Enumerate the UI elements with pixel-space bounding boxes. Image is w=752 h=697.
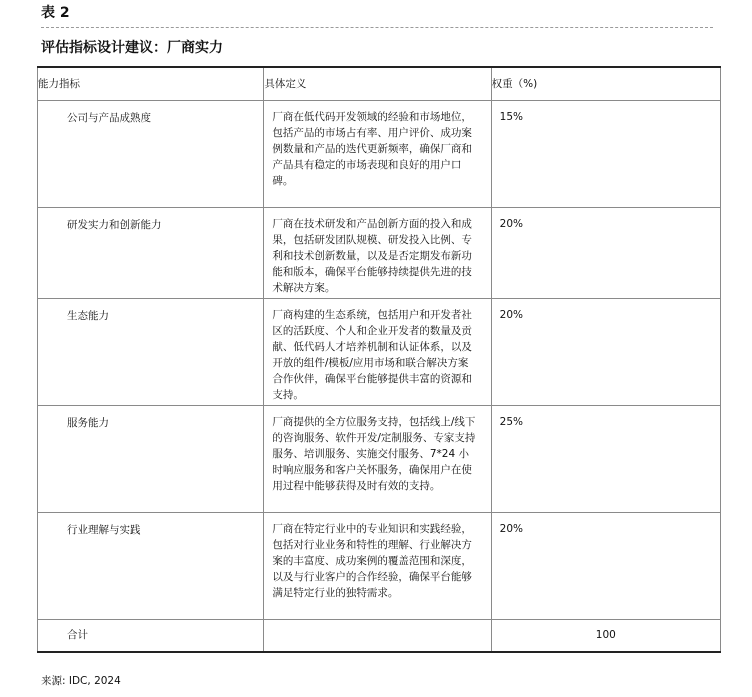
divider — [41, 27, 713, 28]
header-row — [38, 67, 721, 101]
weight-cell: 20% — [491, 208, 720, 299]
column-header-weight: 权重（%) — [491, 67, 720, 101]
weight-cell: 25% — [491, 406, 720, 513]
source-note: 来源: IDC, 2024 — [41, 675, 121, 687]
definition-cell: 厂商在特定行业中的专业知识和实践经验，包括对行业业务和特性的理解、行业解决方案的丰富度、成功案例的覆盖范围和深度，以及与行业客户的合作经验，确保平台能够满足特定行业的独特需求。 — [264, 513, 491, 620]
table-row — [38, 299, 721, 406]
table-row — [38, 101, 721, 208]
total-value: 100 — [491, 620, 720, 653]
definition-cell: 厂商在低代码开发领域的经验和市场地位，包括产品的市场占有率、用户评价、成功案例数量和产品的迭代更新频率，确保厂商和产品具有稳定的市场表现和良好的用户口碑。 — [264, 101, 491, 208]
table-row — [38, 406, 721, 513]
table-row — [38, 208, 721, 299]
weight-cell: 20% — [491, 299, 720, 406]
table-title: 评估指标设计建议：厂商实力 — [41, 40, 223, 56]
weight-cell: 20% — [491, 513, 720, 620]
metric-cell: 服务能力 — [38, 406, 264, 513]
total-label: 合计 — [38, 620, 264, 653]
total-row — [38, 620, 721, 653]
table-label: 表 2 — [41, 5, 70, 21]
table-row — [38, 513, 721, 620]
metric-cell: 生态能力 — [38, 299, 264, 406]
definition-cell: 厂商构建的生态系统，包括用户和开发者社区的活跃度、个人和企业开发者的数量及贡献、低代码人才培养机制和认证体系，以及开放的组件/模板/应用市场和联合解决方案合作伙伴，确保平台能够提供丰富的资源和支持。 — [264, 299, 491, 406]
definition-cell: 厂商提供的全方位服务支持，包括线上/线下的咨询服务、软件开发/定制服务、专家支持服务、培训服务、实施交付服务、7*24 小时响应服务和客户关怀服务，确保用户在使用过程中能够获得及时有效的支持。 — [264, 406, 491, 513]
metric-cell: 研发实力和创新能力 — [38, 208, 264, 299]
weight-cell: 15% — [491, 101, 720, 208]
metric-cell: 行业理解与实践 — [38, 513, 264, 620]
total-empty-cell — [264, 620, 491, 653]
column-header-metric: 能力指标 — [38, 67, 264, 101]
metric-cell: 公司与产品成熟度 — [38, 101, 264, 208]
definition-cell: 厂商在技术研发和产品创新方面的投入和成果，包括研发团队规模、研发投入比例、专利和技术创新数量，以及是否定期发布新功能和版本，确保平台能够持续提供先进的技术解决方案。 — [264, 208, 491, 299]
evaluation-table — [37, 66, 721, 653]
column-header-definition: 具体定义 — [264, 67, 491, 101]
